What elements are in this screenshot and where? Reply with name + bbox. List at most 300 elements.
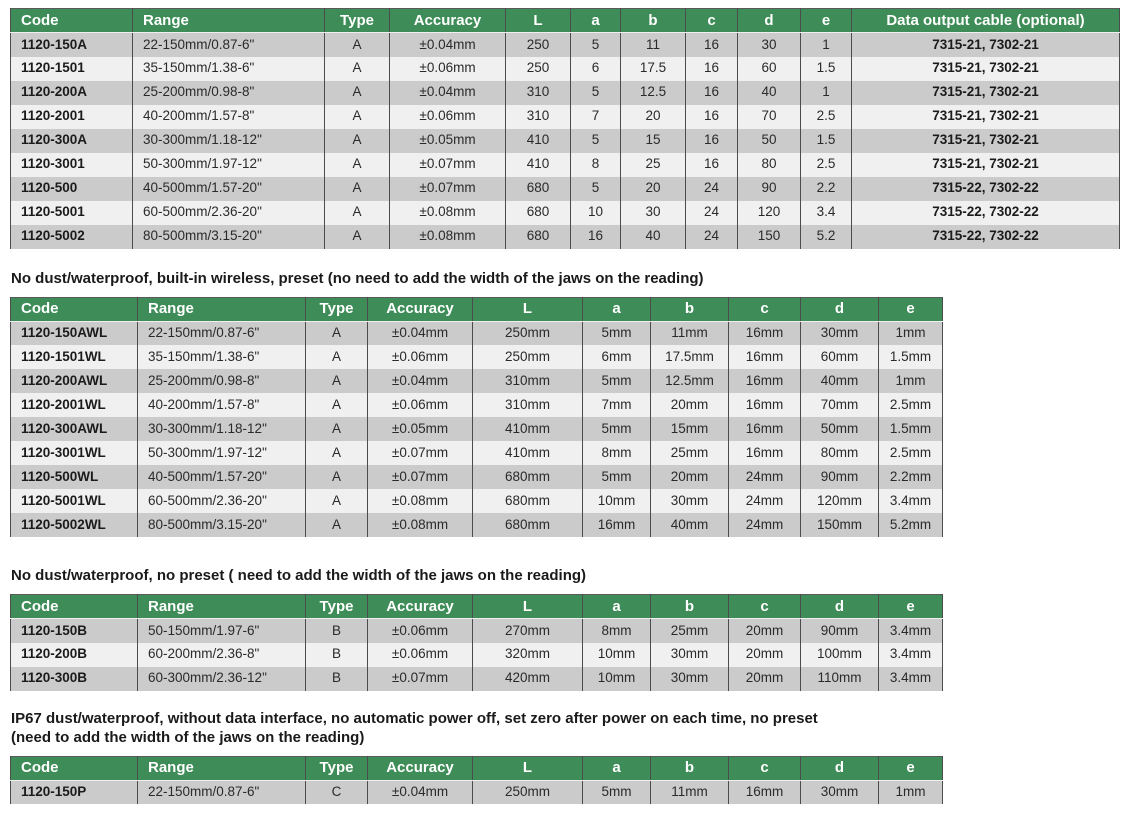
cell: 1120-500WL — [11, 465, 138, 489]
column-header: Type — [306, 297, 368, 321]
cell: 7315-22, 7302-22 — [852, 177, 1120, 201]
table-row — [11, 321, 943, 345]
cell: 5.2 — [801, 225, 852, 249]
spec-table — [10, 8, 1120, 249]
table-row — [11, 345, 943, 369]
table-row — [11, 513, 943, 537]
table-row — [11, 393, 943, 417]
column-header: b — [651, 756, 729, 780]
cell: ±0.07mm — [368, 441, 473, 465]
cell: ±0.08mm — [390, 201, 506, 225]
cell: 1120-300B — [11, 667, 138, 691]
cell: 50-300mm/1.97-12" — [138, 441, 306, 465]
column-header: Type — [325, 9, 390, 33]
cell: 7315-21, 7302-21 — [852, 57, 1120, 81]
cell: 16 — [571, 225, 621, 249]
cell: ±0.06mm — [368, 619, 473, 643]
caption-line: IP67 dust/waterproof, without data interface, no automatic power off, set zero after power on each time, no preset — [11, 709, 818, 727]
cell: ±0.04mm — [368, 780, 473, 804]
cell: 5.2mm — [879, 513, 943, 537]
cell: 410mm — [473, 417, 583, 441]
cell: 11mm — [651, 780, 729, 804]
column-header: d — [801, 595, 879, 619]
cell: ±0.08mm — [368, 489, 473, 513]
cell: A — [306, 393, 368, 417]
cell: 1120-150A — [11, 33, 133, 57]
spec-table — [10, 756, 943, 805]
cell: 1120-150AWL — [11, 321, 138, 345]
cell: 5 — [571, 81, 621, 105]
cell: 60-500mm/2.36-20" — [138, 489, 306, 513]
cell: 25-200mm/0.98-8" — [133, 81, 325, 105]
cell: 20mm — [651, 465, 729, 489]
cell: 40-500mm/1.57-20" — [138, 465, 306, 489]
table-row — [11, 667, 943, 691]
cell: 20mm — [729, 643, 801, 667]
column-header: e — [879, 297, 943, 321]
table-row — [11, 33, 1120, 57]
cell: 6mm — [583, 345, 651, 369]
cell: ±0.06mm — [368, 393, 473, 417]
cell: 1120-300AWL — [11, 417, 138, 441]
header-row — [11, 756, 943, 780]
cell: A — [306, 441, 368, 465]
column-header: d — [801, 297, 879, 321]
cell: 7315-21, 7302-21 — [852, 81, 1120, 105]
cell: 10mm — [583, 643, 651, 667]
column-header: b — [621, 9, 686, 33]
cell: 1120-5001 — [11, 201, 133, 225]
cell: 10mm — [583, 667, 651, 691]
cell: 1120-3001 — [11, 153, 133, 177]
cell: 40-200mm/1.57-8" — [133, 105, 325, 129]
cell: 410mm — [473, 441, 583, 465]
cell: 410 — [506, 129, 571, 153]
cell: 8 — [571, 153, 621, 177]
cell: 1.5 — [801, 129, 852, 153]
cell: 50 — [738, 129, 801, 153]
cell: 30 — [738, 33, 801, 57]
cell: 30mm — [801, 780, 879, 804]
cell: 40mm — [801, 369, 879, 393]
table-row — [11, 129, 1120, 153]
cell: 250mm — [473, 321, 583, 345]
table-row — [11, 643, 943, 667]
cell: 70 — [738, 105, 801, 129]
cell: 2.2mm — [879, 465, 943, 489]
table-row — [11, 489, 943, 513]
cell: 15mm — [651, 417, 729, 441]
cell: 1120-1501WL — [11, 345, 138, 369]
cell: ±0.07mm — [390, 153, 506, 177]
table-row — [11, 201, 1120, 225]
cell: B — [306, 643, 368, 667]
cell: 12.5mm — [651, 369, 729, 393]
cell: 10mm — [583, 489, 651, 513]
column-header: e — [879, 595, 943, 619]
column-header: a — [583, 756, 651, 780]
cell: ±0.08mm — [368, 513, 473, 537]
cell: 3.4 — [801, 201, 852, 225]
column-header: Code — [11, 756, 138, 780]
cell: A — [325, 57, 390, 81]
cell: 30mm — [651, 643, 729, 667]
column-header: Range — [133, 9, 325, 33]
cell: 120mm — [801, 489, 879, 513]
header-row — [11, 297, 943, 321]
table-row — [11, 225, 1120, 249]
cell: A — [325, 81, 390, 105]
cell: 90mm — [801, 619, 879, 643]
cell: 1120-2001 — [11, 105, 133, 129]
cell: 100mm — [801, 643, 879, 667]
column-header: a — [583, 297, 651, 321]
cell: ±0.06mm — [390, 57, 506, 81]
cell: 16mm — [729, 393, 801, 417]
cell: 1mm — [879, 780, 943, 804]
cell: 40 — [738, 81, 801, 105]
cell: 5 — [571, 33, 621, 57]
cell: 30-300mm/1.18-12" — [138, 417, 306, 441]
column-header: L — [473, 595, 583, 619]
cell: 1120-300A — [11, 129, 133, 153]
cell: 1120-500 — [11, 177, 133, 201]
column-header: Accuracy — [368, 297, 473, 321]
section-caption — [11, 269, 1119, 288]
cell: 7mm — [583, 393, 651, 417]
cell: 30-300mm/1.18-12" — [133, 129, 325, 153]
cell: 5mm — [583, 369, 651, 393]
column-header: d — [738, 9, 801, 33]
cell: 1120-3001WL — [11, 441, 138, 465]
column-header: d — [801, 756, 879, 780]
cell: 5mm — [583, 417, 651, 441]
column-header: Range — [138, 595, 306, 619]
cell: 15 — [621, 129, 686, 153]
cell: A — [325, 201, 390, 225]
cell: 80-500mm/3.15-20" — [138, 513, 306, 537]
cell: 1mm — [879, 321, 943, 345]
header-row — [11, 595, 943, 619]
cell: 1120-1501 — [11, 57, 133, 81]
cell: 16mm — [729, 417, 801, 441]
cell: A — [325, 177, 390, 201]
cell: 3.4mm — [879, 489, 943, 513]
cell: 16 — [686, 105, 738, 129]
cell: 7315-21, 7302-21 — [852, 33, 1120, 57]
cell: 1.5mm — [879, 345, 943, 369]
cell: 420mm — [473, 667, 583, 691]
cell: ±0.07mm — [368, 667, 473, 691]
cell: 35-150mm/1.38-6" — [133, 57, 325, 81]
cell: ±0.06mm — [368, 345, 473, 369]
cell: B — [306, 667, 368, 691]
cell: 25mm — [651, 441, 729, 465]
spec-table — [10, 594, 943, 691]
cell: 3.4mm — [879, 643, 943, 667]
cell: A — [306, 513, 368, 537]
cell: 16 — [686, 81, 738, 105]
cell: A — [325, 33, 390, 57]
cell: 12.5 — [621, 81, 686, 105]
cell: 5mm — [583, 780, 651, 804]
column-header: Accuracy — [368, 595, 473, 619]
cell: ±0.07mm — [368, 465, 473, 489]
cell: 1120-5002 — [11, 225, 133, 249]
column-header: a — [583, 595, 651, 619]
cell: 250mm — [473, 345, 583, 369]
cell: 1.5mm — [879, 417, 943, 441]
cell: 22-150mm/0.87-6" — [133, 33, 325, 57]
cell: 50-300mm/1.97-12" — [133, 153, 325, 177]
column-header: Type — [306, 756, 368, 780]
cell: 7315-22, 7302-22 — [852, 225, 1120, 249]
cell: 5 — [571, 129, 621, 153]
cell: 60-200mm/2.36-8" — [138, 643, 306, 667]
cell: ±0.04mm — [390, 81, 506, 105]
cell: 40-200mm/1.57-8" — [138, 393, 306, 417]
cell: 25mm — [651, 619, 729, 643]
cell: 1120-200A — [11, 81, 133, 105]
cell: ±0.05mm — [390, 129, 506, 153]
cell: 6 — [571, 57, 621, 81]
cell: 310 — [506, 81, 571, 105]
cell: A — [306, 321, 368, 345]
cell: 16mm — [583, 513, 651, 537]
cell: A — [306, 465, 368, 489]
cell: 20 — [621, 105, 686, 129]
cell: 40mm — [651, 513, 729, 537]
cell: A — [306, 489, 368, 513]
cell: 680mm — [473, 465, 583, 489]
cell: A — [306, 417, 368, 441]
column-header: Code — [11, 297, 138, 321]
cell: 11 — [621, 33, 686, 57]
cell: 22-150mm/0.87-6" — [138, 780, 306, 804]
cell: 310mm — [473, 369, 583, 393]
cell: A — [325, 129, 390, 153]
cell: 1120-5001WL — [11, 489, 138, 513]
cell: 7 — [571, 105, 621, 129]
table-row — [11, 81, 1120, 105]
cell: 40-500mm/1.57-20" — [133, 177, 325, 201]
cell: 5mm — [583, 465, 651, 489]
cell: 30 — [621, 201, 686, 225]
cell: 16mm — [729, 321, 801, 345]
cell: A — [325, 225, 390, 249]
cell: 250mm — [473, 780, 583, 804]
cell: 8mm — [583, 619, 651, 643]
column-header: e — [879, 756, 943, 780]
cell: 5mm — [583, 321, 651, 345]
cell: ±0.05mm — [368, 417, 473, 441]
cell: 110mm — [801, 667, 879, 691]
cell: 120 — [738, 201, 801, 225]
cell: 680mm — [473, 489, 583, 513]
cell: 1120-200AWL — [11, 369, 138, 393]
cell: 16 — [686, 57, 738, 81]
column-header: c — [729, 595, 801, 619]
cell: 320mm — [473, 643, 583, 667]
cell: ±0.04mm — [368, 369, 473, 393]
table-row — [11, 369, 943, 393]
cell: ±0.04mm — [368, 321, 473, 345]
cell: 680 — [506, 225, 571, 249]
cell: 10 — [571, 201, 621, 225]
cell: 1 — [801, 33, 852, 57]
column-header: b — [651, 595, 729, 619]
cell: 5 — [571, 177, 621, 201]
cell: 2.5mm — [879, 393, 943, 417]
cell: ±0.07mm — [390, 177, 506, 201]
cell: 16mm — [729, 780, 801, 804]
table-row — [11, 780, 943, 804]
cell: 20mm — [729, 619, 801, 643]
cell: 50mm — [801, 417, 879, 441]
column-header: e — [801, 9, 852, 33]
cell: C — [306, 780, 368, 804]
cell: 22-150mm/0.87-6" — [138, 321, 306, 345]
table-row — [11, 57, 1120, 81]
cell: 1120-150P — [11, 780, 138, 804]
cell: 30mm — [651, 667, 729, 691]
cell: 680 — [506, 201, 571, 225]
cell: 8mm — [583, 441, 651, 465]
spec-section-ip67 — [10, 709, 1119, 805]
cell: 60 — [738, 57, 801, 81]
cell: 16mm — [729, 441, 801, 465]
column-header: Accuracy — [368, 756, 473, 780]
cell: 20mm — [651, 393, 729, 417]
cell: 7315-21, 7302-21 — [852, 129, 1120, 153]
cell: 20 — [621, 177, 686, 201]
cell: 35-150mm/1.38-6" — [138, 345, 306, 369]
cell: 2.5 — [801, 153, 852, 177]
cell: A — [306, 345, 368, 369]
cell: 24mm — [729, 513, 801, 537]
cell: 60-300mm/2.36-12" — [138, 667, 306, 691]
table-row — [11, 465, 943, 489]
table-row — [11, 177, 1120, 201]
column-header: b — [651, 297, 729, 321]
column-header: c — [686, 9, 738, 33]
cell: 1mm — [879, 369, 943, 393]
cell: 3.4mm — [879, 619, 943, 643]
cell: 2.2 — [801, 177, 852, 201]
cell: 20mm — [729, 667, 801, 691]
cell: 1120-5002WL — [11, 513, 138, 537]
cell: 24mm — [729, 465, 801, 489]
cell: 24 — [686, 177, 738, 201]
column-header: Range — [138, 297, 306, 321]
cell: 90mm — [801, 465, 879, 489]
cell: 24 — [686, 201, 738, 225]
spec-section-wireless — [10, 269, 1119, 538]
table-row — [11, 417, 943, 441]
column-header: Range — [138, 756, 306, 780]
cell: 7315-21, 7302-21 — [852, 105, 1120, 129]
spec-section-data-output — [10, 8, 1119, 249]
cell: 7315-22, 7302-22 — [852, 201, 1120, 225]
cell: 30mm — [651, 489, 729, 513]
cell: ±0.06mm — [390, 105, 506, 129]
column-header: c — [729, 756, 801, 780]
cell: 16mm — [729, 369, 801, 393]
cell: ±0.06mm — [368, 643, 473, 667]
cell: 1 — [801, 81, 852, 105]
cell: 80 — [738, 153, 801, 177]
table-row — [11, 105, 1120, 129]
cell: 11mm — [651, 321, 729, 345]
cell: 150mm — [801, 513, 879, 537]
cell: 680mm — [473, 513, 583, 537]
cell: 25 — [621, 153, 686, 177]
caption-line: No dust/waterproof, built-in wireless, preset (no need to add the width of the jaws on the reading) — [11, 269, 704, 287]
cell: 17.5mm — [651, 345, 729, 369]
cell: 310mm — [473, 393, 583, 417]
cell: 2.5 — [801, 105, 852, 129]
table-row — [11, 619, 943, 643]
spec-section-no-preset — [10, 566, 1119, 691]
cell: 1120-200B — [11, 643, 138, 667]
cell: 16 — [686, 129, 738, 153]
cell: 1120-150B — [11, 619, 138, 643]
cell: 80mm — [801, 441, 879, 465]
cell: 40 — [621, 225, 686, 249]
cell: 50-150mm/1.97-6" — [138, 619, 306, 643]
cell: 17.5 — [621, 57, 686, 81]
cell: 1120-2001WL — [11, 393, 138, 417]
cell: 410 — [506, 153, 571, 177]
cell: A — [325, 105, 390, 129]
cell: 60mm — [801, 345, 879, 369]
column-header: Type — [306, 595, 368, 619]
column-header: Code — [11, 595, 138, 619]
cell: 80-500mm/3.15-20" — [133, 225, 325, 249]
cell: 2.5mm — [879, 441, 943, 465]
cell: 24 — [686, 225, 738, 249]
cell: 90 — [738, 177, 801, 201]
cell: 24mm — [729, 489, 801, 513]
table-row — [11, 153, 1120, 177]
column-header: L — [506, 9, 571, 33]
caption-line: (need to add the width of the jaws on the reading) — [11, 728, 365, 746]
cell: 250 — [506, 33, 571, 57]
cell: 16mm — [729, 345, 801, 369]
column-header: c — [729, 297, 801, 321]
cell: 1.5 — [801, 57, 852, 81]
cell: 16 — [686, 153, 738, 177]
cell: 25-200mm/0.98-8" — [138, 369, 306, 393]
cell: A — [306, 369, 368, 393]
column-header: L — [473, 297, 583, 321]
cell: 270mm — [473, 619, 583, 643]
column-header: Data output cable (optional) — [852, 9, 1120, 33]
cell: ±0.04mm — [390, 33, 506, 57]
column-header: Accuracy — [390, 9, 506, 33]
cell: 680 — [506, 177, 571, 201]
column-header: L — [473, 756, 583, 780]
cell: 30mm — [801, 321, 879, 345]
cell: A — [325, 153, 390, 177]
cell: 16 — [686, 33, 738, 57]
cell: 70mm — [801, 393, 879, 417]
caption-line: No dust/waterproof, no preset ( need to add the width of the jaws on the reading) — [11, 567, 587, 584]
section-caption — [11, 566, 1119, 585]
cell: 310 — [506, 105, 571, 129]
cell: 60-500mm/2.36-20" — [133, 201, 325, 225]
cell: 3.4mm — [879, 667, 943, 691]
